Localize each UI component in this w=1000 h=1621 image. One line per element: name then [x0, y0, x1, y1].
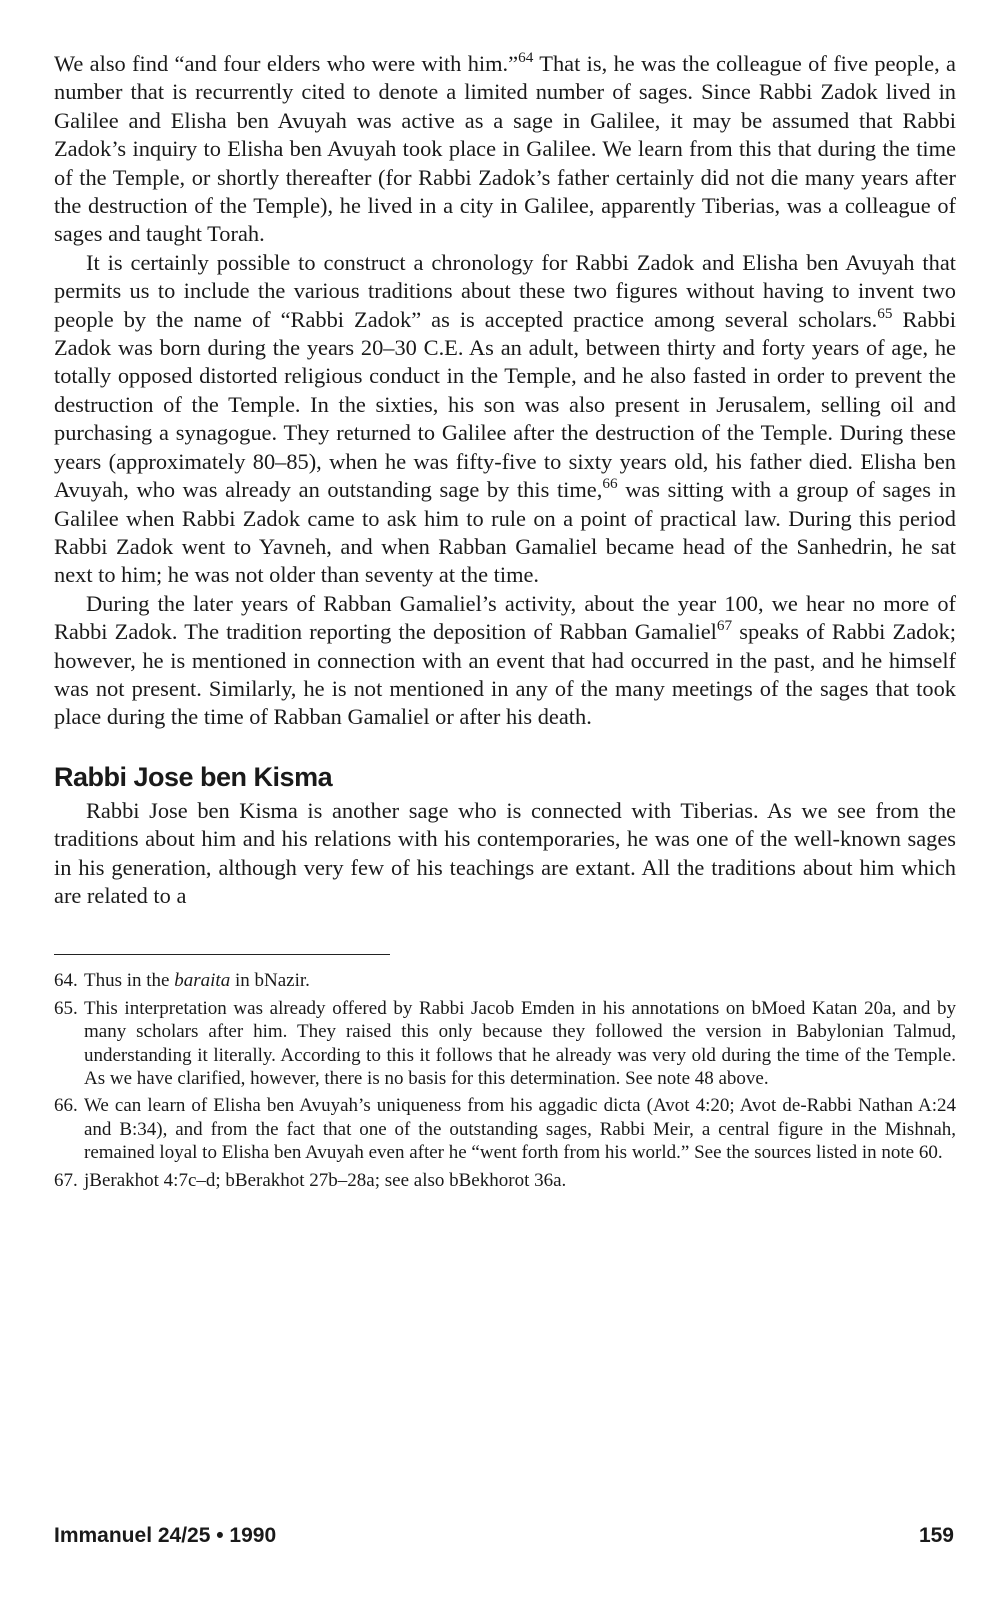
- paragraph-1: [54, 50, 956, 249]
- page-content: [54, 50, 956, 1196]
- footnote-emphasis: baraita: [174, 970, 231, 992]
- paragraph-3: [54, 590, 956, 732]
- footnote-ref-66[interactable]: 66: [602, 474, 618, 492]
- section-paragraph: Rabbi Jose ben Kisma is another sage who is connected with Tiberias. As we see from the traditions about him and his relations with his contemporaries, he was one of the well-known sages in his generation, although very few of his teachings are extant. All the traditions about him which are related to a: [54, 797, 956, 908]
- paragraph-text: It is certainly possible to construct a chronology for Rabbi Zadok and Elisha ben Avuyah that permits us to include the various traditions about these two figures without having to invent two people by the name of “Rabbi Zadok” as is accepted practice among several scholars.: [54, 249, 956, 332]
- paragraph-text: During the later years of Rabban Gamaliel’s activity, about the year 100, we hear no more of Rabbi Zadok. The tradition reporting the deposition of Rabban Gamaliel: [54, 590, 956, 645]
- footnote-ref-64[interactable]: 64: [518, 48, 534, 66]
- footnote-number: 65.: [54, 997, 78, 1019]
- footnote-number: 64.: [54, 970, 78, 992]
- footnote-67: [54, 1169, 956, 1192]
- footnote-65: [54, 997, 956, 1091]
- section-heading: Rabbi Jose ben Kisma: [54, 761, 333, 792]
- footnote-number: 67.: [54, 1169, 78, 1191]
- footnote-text: We can learn of Elisha ben Avuyah’s uniqueness from his aggadic dicta (Avot 4:20; Avot de-Rabbi Nathan A:24 and B:34), and from the fact that one of the outstanding sages, Rabbi Meir, a central figure in the Mishnah, remained loyal to Elisha ben Avuyah even after he “went forth from his world.” See the sources listed in note 60.: [84, 1095, 956, 1164]
- footnote-text-part: Thus in the: [84, 970, 175, 992]
- page-footer: [54, 1524, 954, 1548]
- paragraph-text: speaks of Rabbi Zadok; however, he is mentioned in connection with an event that had occurred in the past, and he himself was not present. Similarly, he is not mentioned in any of the many meetings of the sages that took place during the time of Rabban Gamaliel or after his death.: [54, 619, 956, 730]
- footnote-text-part: in bNazir.: [230, 970, 310, 992]
- footnote-divider: [54, 954, 390, 955]
- journal-citation: Immanuel 24/25 • 1990: [54, 1524, 277, 1547]
- footnote-number: 66.: [54, 1095, 78, 1117]
- footnotes-list: [54, 969, 956, 1192]
- footnote-text: This interpretation was already offered by Rabbi Jacob Emden in his annotations on bMoed Katan 20a, and by many scholars after him. They raised this only because they followed the version in Babylonian Talmud, understanding it literally. According to this it follows that he already was very old during the time of the Temple. As we have clarified, however, there is no basis for this determination. See note 48 above.: [84, 997, 956, 1089]
- paragraph-text: We also find “and four elders who were with him.”: [54, 51, 519, 76]
- footnote-66: [54, 1094, 956, 1164]
- footnote-text: [84, 969, 956, 992]
- paragraph-text: was sitting with a group of sages in Galilee when Rabbi Zadok came to ask him to rule on a point of practical law. During this period Rabbi Zadok went to Yavneh, and when Rabban Gamaliel became head of the Sanhedrin, he sat next to him; he was not older than seventy at the time.: [54, 477, 956, 588]
- paragraph-2: [54, 249, 956, 590]
- page-number: 159: [918, 1524, 954, 1547]
- paragraph-text: Rabbi Zadok was born during the years 20–30 C.E. As an adult, between thirty and forty years of age, he totally opposed distorted religious conduct in the Temple, and he also fasted in order to prevent the destruction of the Temple. In the sixties, his son was also present in Jerusalem, selling oil and purchasing a synagogue. They returned to Galilee after the destruction of the Temple. During these years (approximately 80–85), when he was fifty-five to sixty years old, his father died. Elisha ben Avuyah, who was already an outstanding sage by this time,: [54, 306, 956, 503]
- footnote-ref-67[interactable]: 67: [716, 617, 733, 634]
- footnote-text: jBerakhot 4:7c–d; bBerakhot 27b–28a; see also bBekhorot 36a.: [84, 1169, 567, 1191]
- paragraph-text: That is, he was the colleague of five people, a number that is recurrently cited to denote a limited number of sages. Since Rabbi Zadok lived in Galilee and Elisha ben Avuyah was active as a sage in Galilee, it may be assumed that Rabbi Zadok’s inquiry to Elisha ben Avuyah took place in Galilee. We learn from this that during the time of the Temple, or shortly thereafter (for Rabbi Zadok’s father certainly did not die many years after the destruction of the Temple), he lived in a city in Galilee, apparently Tiberias, was a colleague of sages and taught Torah.: [54, 51, 956, 247]
- footnote-ref-65[interactable]: 65: [877, 304, 893, 322]
- footnote-64: [54, 969, 956, 992]
